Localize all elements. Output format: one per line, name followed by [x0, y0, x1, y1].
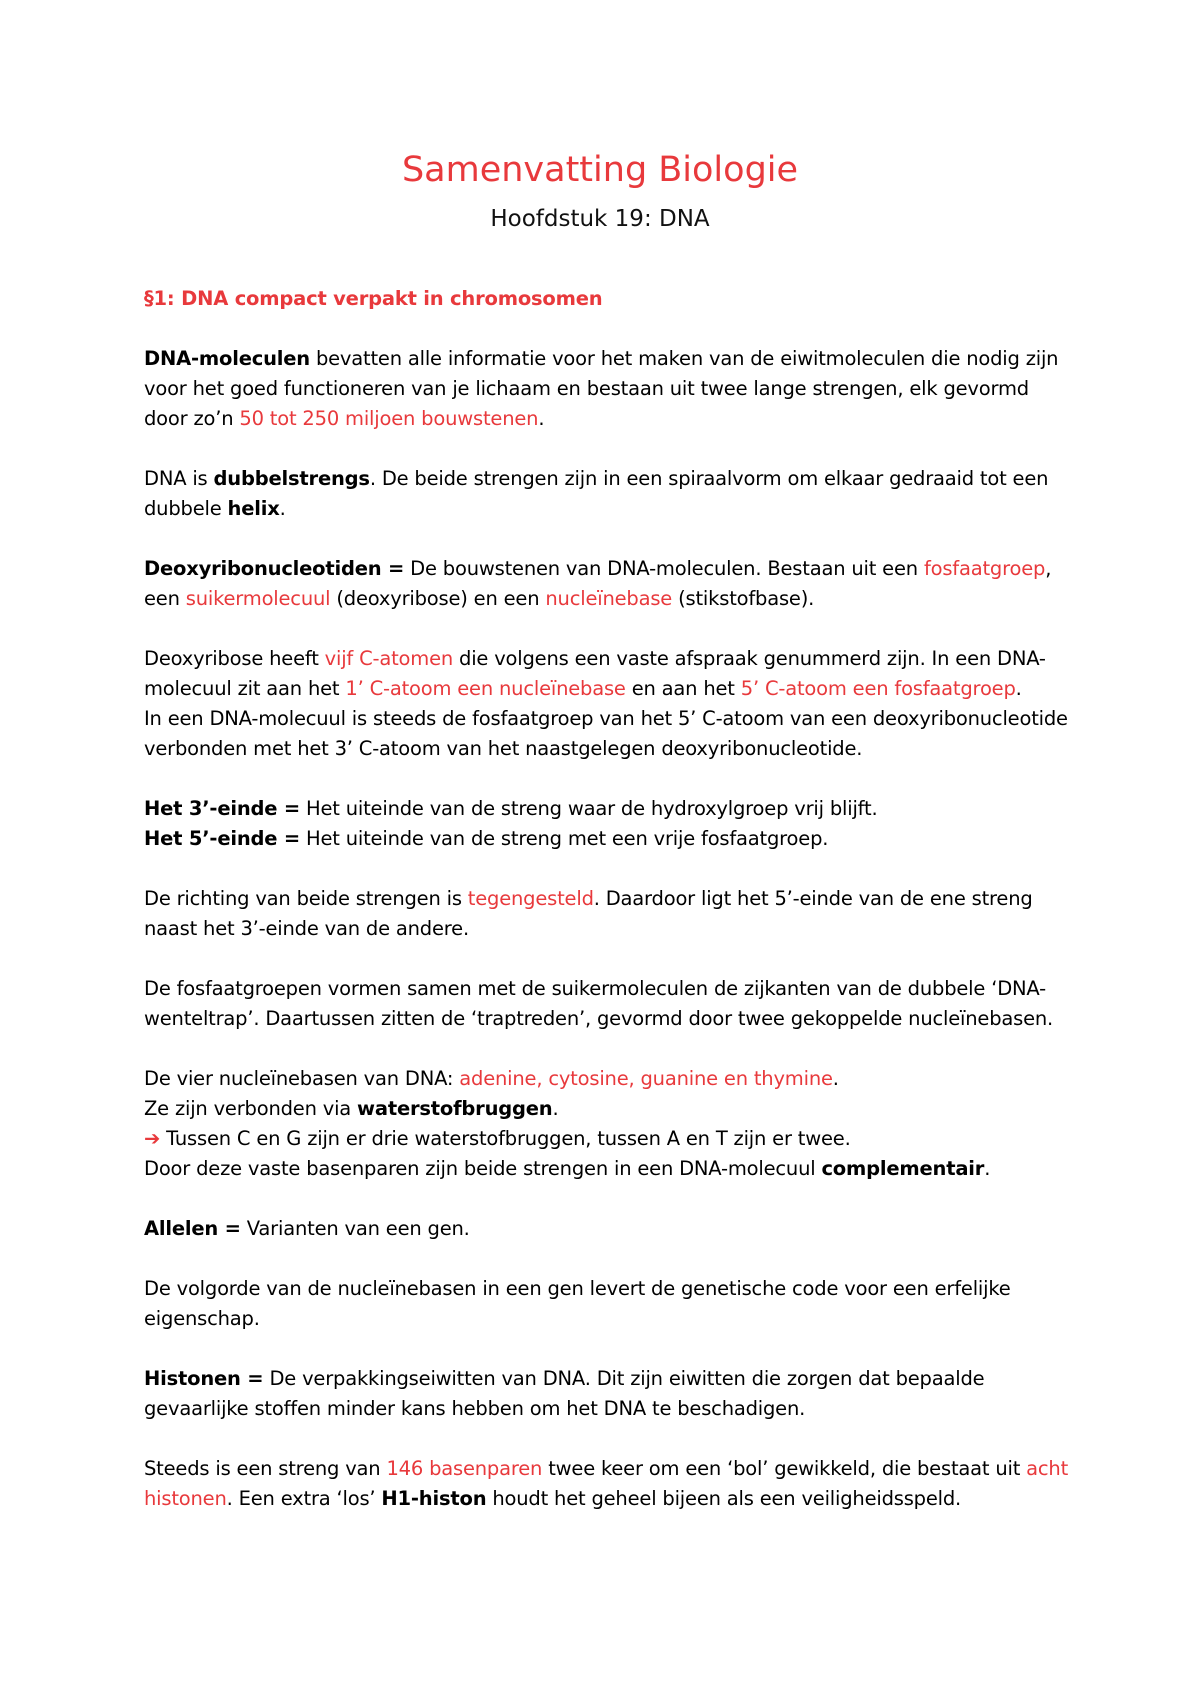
paragraph-richting — [144, 884, 1074, 944]
highlight: 50 tot 250 miljoen bouwstenen — [239, 407, 539, 430]
highlight: vijf C-atomen — [324, 647, 454, 670]
highlight: 5’ C-atoom een fosfaatgroep — [740, 677, 1016, 700]
text: Steeds is een streng van — [144, 1457, 387, 1480]
paragraph-basenparen — [144, 1454, 1074, 1514]
term: Het 5’-einde = — [144, 827, 301, 850]
paragraph-histonen — [144, 1364, 1074, 1424]
text: . — [552, 1097, 559, 1120]
text: Het uiteinde van de streng waar de hydroxylgroep vrij blijft. — [300, 797, 878, 820]
highlight: tegengesteld — [467, 887, 594, 910]
text: De bouwstenen van DNA-moleculen. Bestaan uit een — [404, 557, 924, 580]
text: . — [832, 1067, 839, 1090]
text: . — [279, 497, 286, 520]
text: houdt het geheel bijeen als een veiligheidsspeld. — [486, 1487, 962, 1510]
term: Histonen = — [144, 1367, 264, 1390]
term: waterstofbruggen — [357, 1097, 553, 1120]
text: bevatten alle informatie voor het maken van de eiwitmoleculen die nodig zijn voor het goed functioneren van je lichaam en bestaan uit twee lange strengen, elk gevormd door zo’n — [144, 347, 1059, 430]
text: Door deze vaste basenparen zijn beide strengen in een DNA-molecuul — [144, 1157, 822, 1180]
paragraph-dna-moleculen — [144, 344, 1074, 434]
paragraph-einde — [144, 794, 1074, 854]
arrow-right-icon: ➔ — [144, 1127, 161, 1150]
text: Deoxyribose heeft — [144, 647, 325, 670]
highlight: 1’ C-atoom een nucleïnebase — [345, 677, 626, 700]
text: (deoxyribose) en een — [330, 587, 546, 610]
term: helix — [227, 497, 280, 520]
document-title: Samenvatting Biologie — [401, 150, 799, 190]
text: De fosfaatgroepen vormen samen met de suikermoleculen de zijkanten van de dubbele ‘DNA-wenteltrap’. Daartussen zitten de ‘traptreden’, gevormd door twee gekoppelde nucleïnebasen. — [144, 977, 1054, 1030]
text: In een DNA-molecuul is steeds de fosfaatgroep van het 5’ C-atoom van een deoxyribonucleotide verbonden met het 3’ C-atoom van het naastgelegen deoxyribonucleotide. — [144, 707, 1068, 760]
text: (stikstofbase). — [672, 587, 815, 610]
text: twee keer om een ‘bol’ gewikkeld, die bestaat uit — [542, 1457, 1027, 1480]
text: De verpakkingseiwitten van DNA. Dit zijn eiwitten die zorgen dat bepaalde gevaarlijke stoffen minder kans hebben om het DNA te beschadigen. — [144, 1367, 985, 1420]
text: . — [984, 1157, 991, 1180]
paragraph-dubbelstrengs — [144, 464, 1074, 524]
paragraph-wenteltrap — [144, 974, 1074, 1034]
term: complementair — [821, 1157, 985, 1180]
highlight: adenine, cytosine, guanine en thymine — [459, 1067, 833, 1090]
text: Ze zijn verbonden via — [144, 1097, 358, 1120]
text: . — [538, 407, 545, 430]
text: De volgorde van de nucleïnebasen in een gen levert de genetische code voor een erfelijke eigenschap. — [144, 1277, 1011, 1330]
highlight: nucleïnebase — [545, 587, 673, 610]
text: en aan het — [625, 677, 741, 700]
text: DNA is — [144, 467, 214, 490]
paragraph-deoxyribonucleotiden — [144, 554, 1074, 614]
paragraph-volgorde — [144, 1274, 1074, 1334]
text: . — [1015, 677, 1022, 700]
paragraph-nucleinebasen — [144, 1064, 1074, 1184]
highlight: suikermolecuul — [185, 587, 331, 610]
term: H1-histon — [381, 1487, 487, 1510]
term: dubbelstrengs — [213, 467, 370, 490]
section-heading: §1: DNA compact verpakt in chromosomen — [144, 287, 603, 310]
text: . Daardoor ligt het 5’-einde van de ene streng naast het 3’-einde van de andere. — [144, 887, 1033, 940]
paragraph-deoxyribose — [144, 644, 1074, 764]
text: Tussen C en G zijn er drie waterstofbruggen, tussen A en T zijn er twee. — [160, 1127, 851, 1150]
text: . De beide strengen zijn in een spiraalvorm om elkaar gedraaid tot een dubbele — [144, 467, 1049, 520]
text: Varianten van een gen. — [240, 1217, 470, 1240]
text: De richting van beide strengen is — [144, 887, 468, 910]
paragraph-allelen — [144, 1214, 1074, 1244]
highlight: 146 basenparen — [386, 1457, 543, 1480]
text: De vier nucleïnebasen van DNA: — [144, 1067, 460, 1090]
highlight: fosfaatgroep — [923, 557, 1046, 580]
text: . Een extra ‘los’ — [226, 1487, 382, 1510]
term: Deoxyribonucleotiden = — [144, 557, 405, 580]
document-body — [144, 284, 1074, 1544]
document-subtitle: Hoofdstuk 19: DNA — [490, 206, 710, 232]
term: DNA-moleculen — [144, 347, 310, 370]
text: die volgens een vaste afspraak genummerd zijn. In een DNA-molecuul zit aan het — [144, 647, 1046, 700]
highlight: acht histonen — [144, 1457, 1069, 1510]
term: Het 3’-einde = — [144, 797, 301, 820]
text: Het uiteinde van de streng met een vrije fosfaatgroep. — [300, 827, 829, 850]
term: Allelen = — [144, 1217, 241, 1240]
text: , een — [144, 557, 1052, 610]
